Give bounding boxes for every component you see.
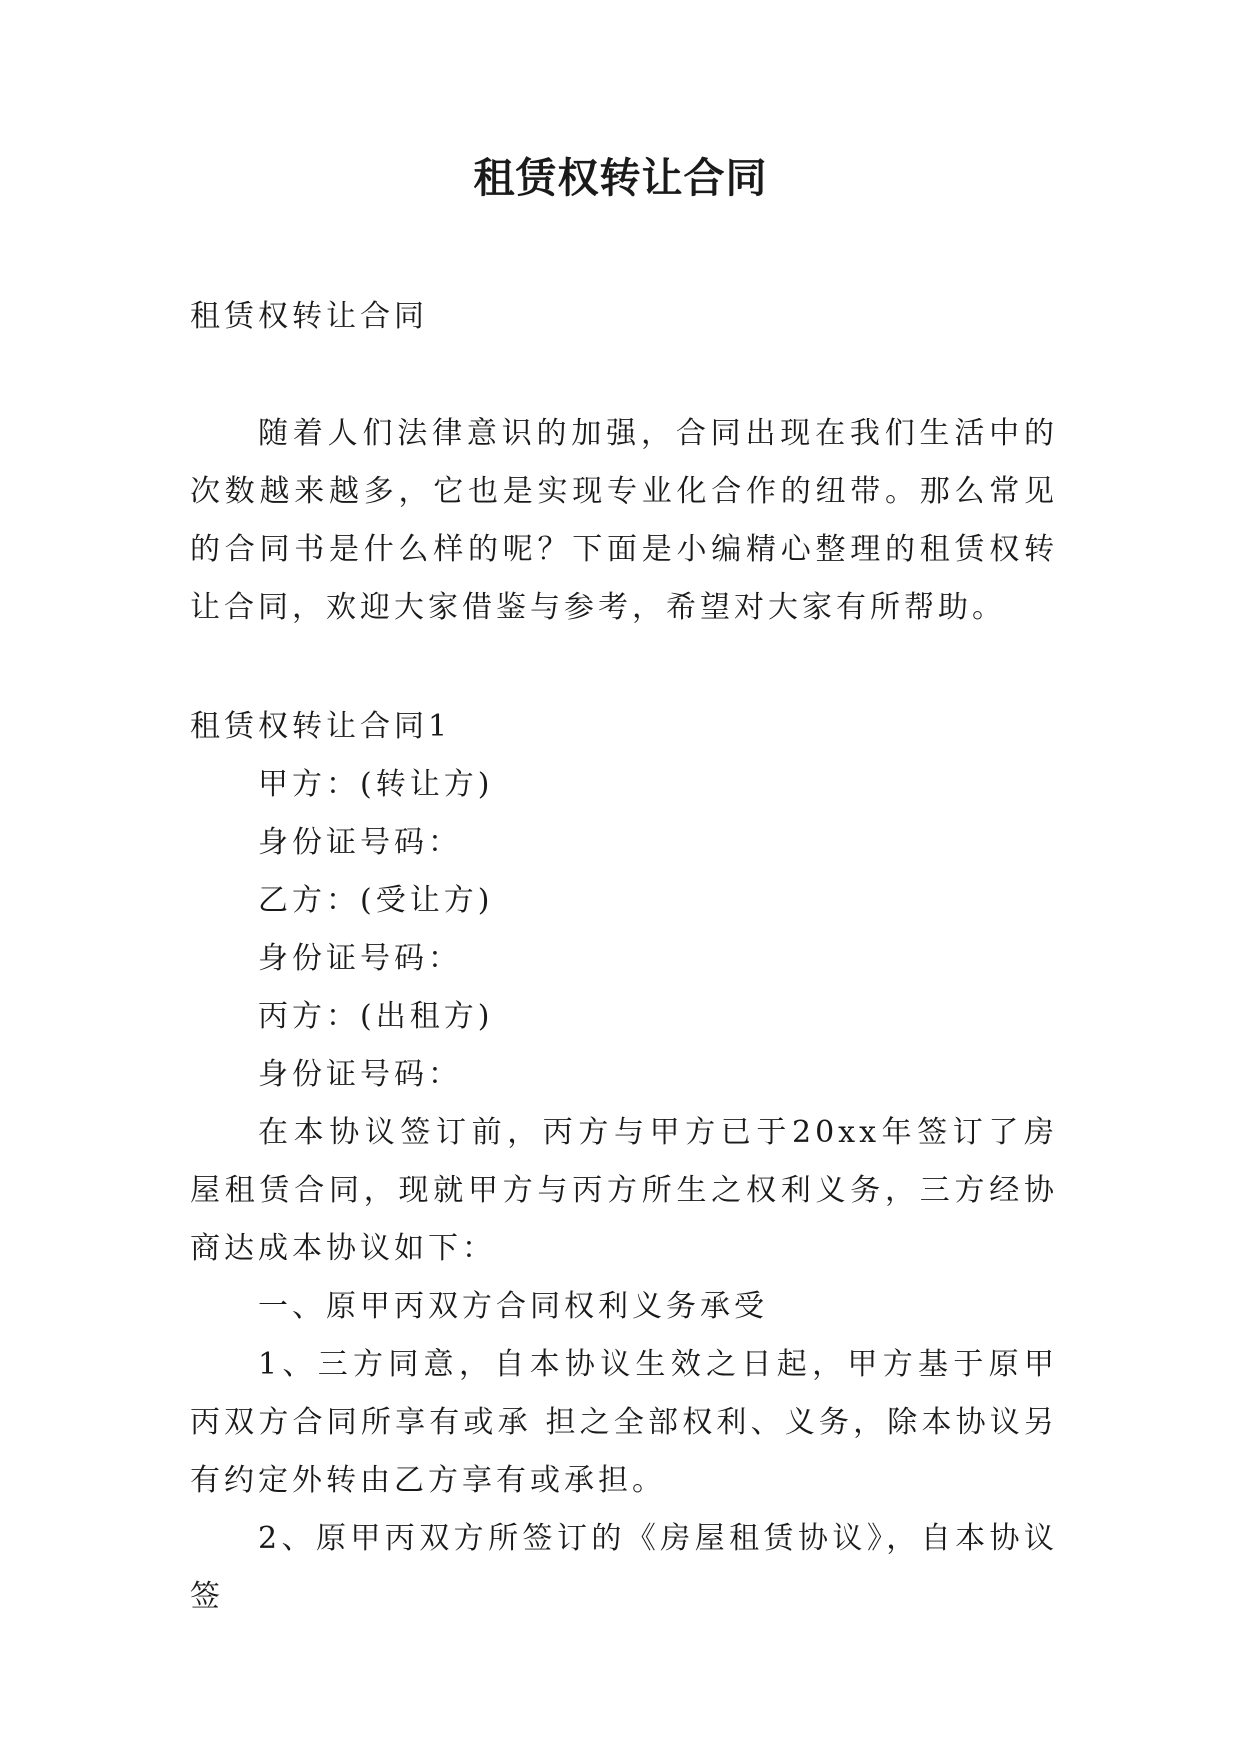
document-title: 租赁权转让合同 [473,154,768,202]
party-b-id-line: 身份证号码： [258,941,462,976]
party-a-line: 甲方：(转让方) [258,767,494,802]
contract-section [190,698,1058,1626]
intro-paragraph: 随着人们法律意识的加强，合同出现在我们生活中的次数越来越多，它也是实现专业化合作的纽带。那么常见的合同书是什么样的呢？下面是小编精心整理的租赁权转让合同，欢迎大家借鉴与参考，希望对大家有所帮助。 [190,416,1058,625]
preamble-paragraph: 在本协议签订前，丙方与甲方已于20xx年签订了房屋租赁合同，现就甲方与丙方所生之权利义务，三方经协商达成本协议如下： [190,1115,1058,1266]
contract-heading: 租赁权转让合同1 [190,709,452,744]
document-subtitle: 租赁权转让合同 [190,299,428,334]
clause-1-paragraph: 1、三方同意，自本协议生效之日起，甲方基于原甲丙双方合同所享有或承 担之全部权利、义务，除本协议另有约定外转由乙方享有或承担。 [190,1347,1058,1498]
party-c-line: 丙方：(出租方) [258,999,494,1034]
clause-2-paragraph: 2、原甲丙双方所签订的《房屋租赁协议》，自本协议签 [190,1521,1058,1614]
party-b-line: 乙方：(受让方) [258,883,494,918]
party-c-id-line: 身份证号码： [258,1057,462,1092]
party-a-id-line: 身份证号码： [258,825,462,860]
section-1-heading: 一、原甲丙双方合同权利义务承受 [258,1289,768,1324]
